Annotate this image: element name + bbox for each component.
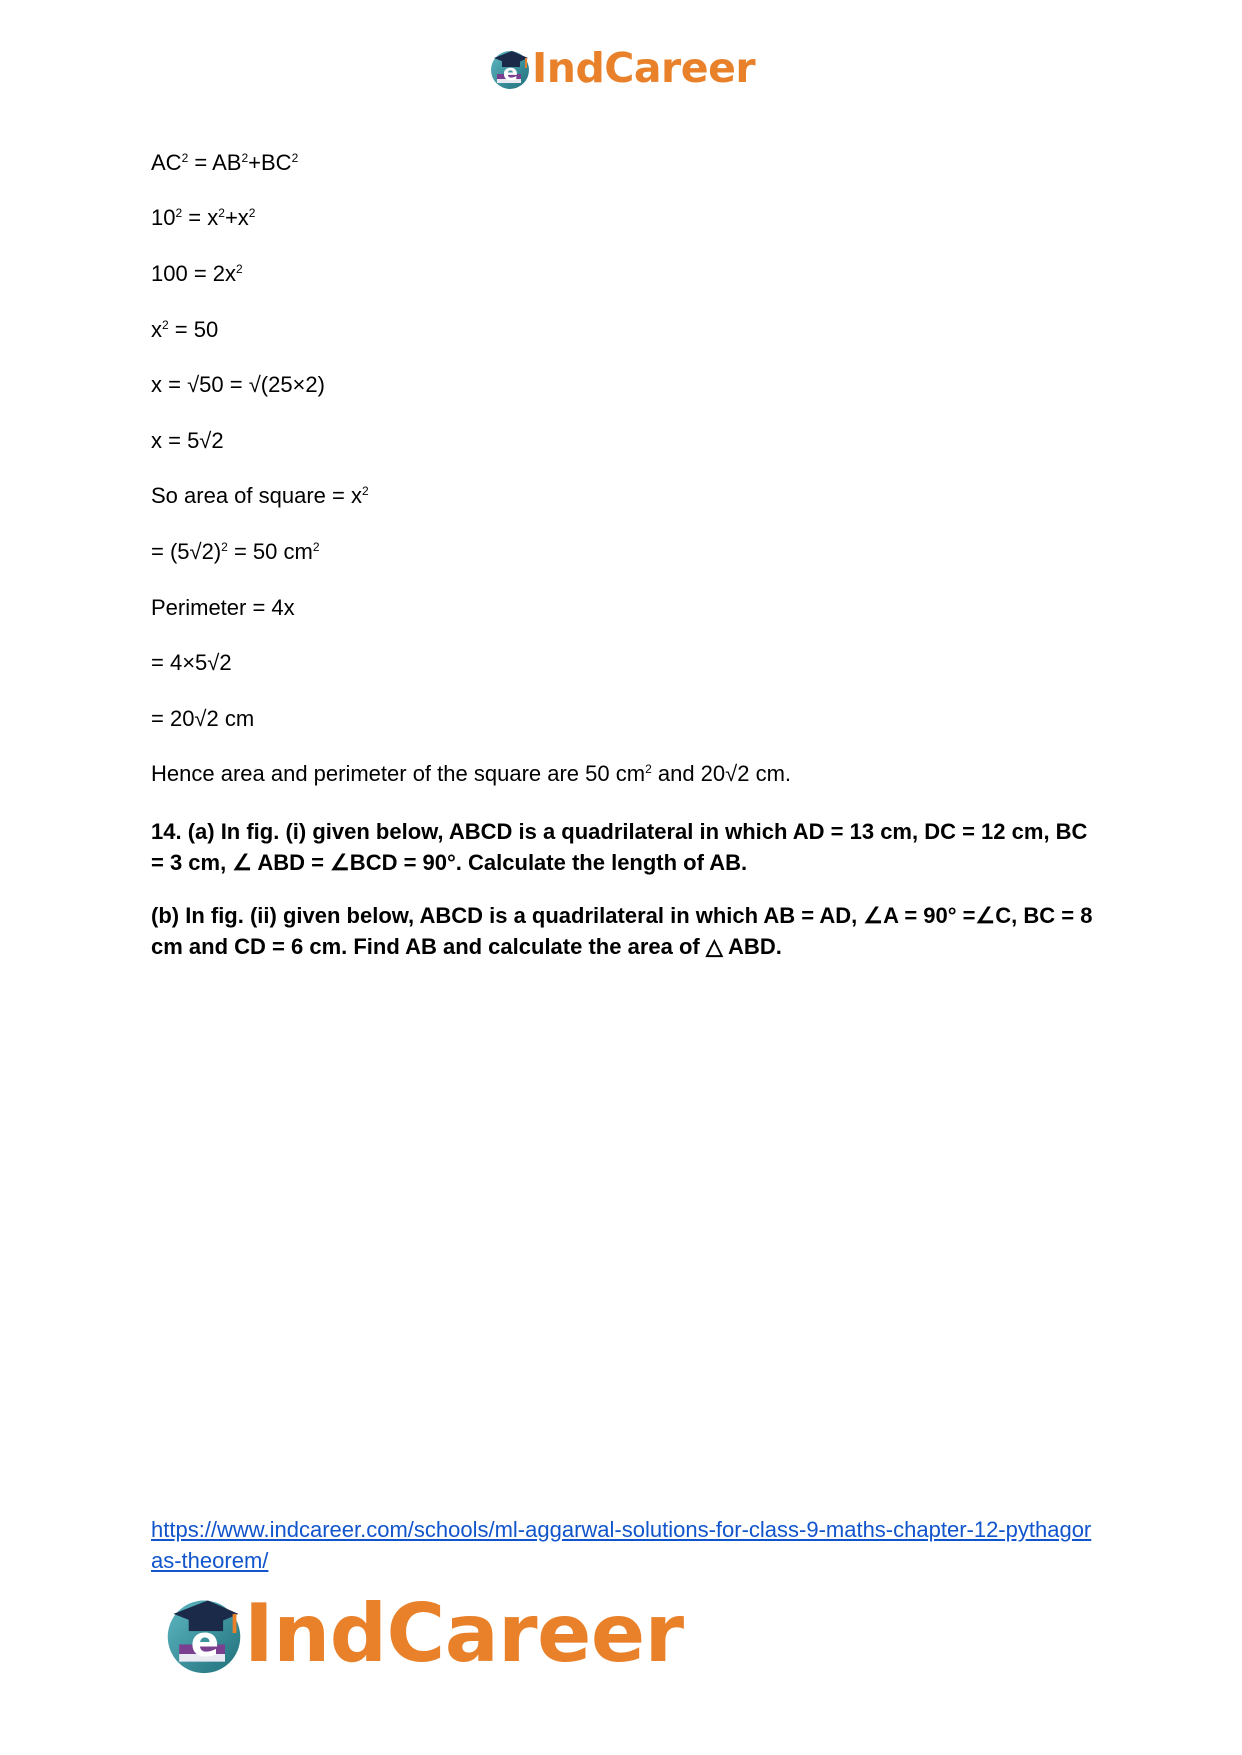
superscript: 2 (181, 151, 189, 165)
svg-text:e: e (503, 61, 518, 86)
header-logo (488, 42, 755, 94)
brand-name: IndCareer (244, 1586, 684, 1680)
solution-line (151, 428, 224, 454)
graduation-cap-logo-icon (488, 46, 532, 90)
text-segment: = (5√2) (151, 539, 222, 564)
solution-line (151, 317, 218, 343)
text-segment: Perimeter = 4x (151, 595, 295, 620)
svg-text:e: e (190, 1616, 220, 1666)
solution-line (151, 650, 232, 676)
text-segment: = x (182, 205, 219, 230)
text-segment: +BC (248, 150, 292, 175)
superscript: 2 (248, 206, 256, 220)
text-segment: = 50 cm (227, 539, 313, 564)
text-segment: = 4×5√2 (151, 650, 232, 675)
text-segment: 10 (151, 205, 176, 230)
superscript: 2 (645, 762, 652, 776)
text-segment: = AB (188, 150, 242, 175)
solution-line (151, 595, 295, 621)
superscript: 2 (291, 151, 299, 165)
text-segment: So area of square = x (151, 483, 362, 508)
text-segment: Hence area and perimeter of the square are 50 cm (151, 761, 646, 786)
solution-line (151, 205, 255, 231)
text-segment: 100 = 2x (151, 261, 237, 286)
text-segment: = 50 (168, 317, 219, 342)
superscript: 2 (361, 484, 369, 498)
question-14a: 14. (a) In fig. (i) given below, ABCD is a quadrilateral in which AD = 13 cm, DC = 12 cm, BC = 3 cm, ∠ ABD = ∠BCD = 90°. Calculate the length of AB. (151, 819, 1088, 875)
graduation-cap-logo-icon (162, 1591, 246, 1675)
text-segment: x = 5√2 (151, 428, 224, 453)
brand-name: IndCareer (532, 44, 756, 92)
footer-logo (162, 1588, 684, 1678)
text-segment: and 20√2 cm. (651, 761, 792, 786)
solution-line (151, 261, 243, 287)
solution-line (151, 372, 325, 398)
solution-line (151, 706, 254, 732)
text-segment: = 20√2 cm (151, 706, 255, 731)
source-link[interactable]: https://www.indcareer.com/schools/ml-aggarwal-solutions-for-class-9-maths-chapter-12-pythagoras-theorem/ (151, 1517, 1092, 1573)
solution-line (151, 150, 298, 176)
superscript: 2 (236, 262, 243, 276)
solution-conclusion (151, 761, 791, 787)
superscript: 2 (162, 318, 169, 332)
solution-line (151, 483, 369, 509)
text-segment: x (151, 317, 162, 342)
superscript: 2 (312, 540, 320, 554)
superscript: 2 (218, 206, 225, 220)
text-segment: x = √50 = √(25×2) (151, 372, 325, 397)
question-14b: (b) In fig. (ii) given below, ABCD is a quadrilateral in which AB = AD, ∠A = 90° =∠C, BC = 8 cm and CD = 6 cm. Find AB and calculate the area of △ ABD. (151, 903, 1093, 959)
text-segment: AC (151, 150, 182, 175)
superscript: 2 (221, 540, 228, 554)
text-segment: +x (224, 205, 249, 230)
superscript: 2 (241, 151, 249, 165)
superscript: 2 (175, 206, 183, 220)
solution-line (151, 539, 320, 565)
